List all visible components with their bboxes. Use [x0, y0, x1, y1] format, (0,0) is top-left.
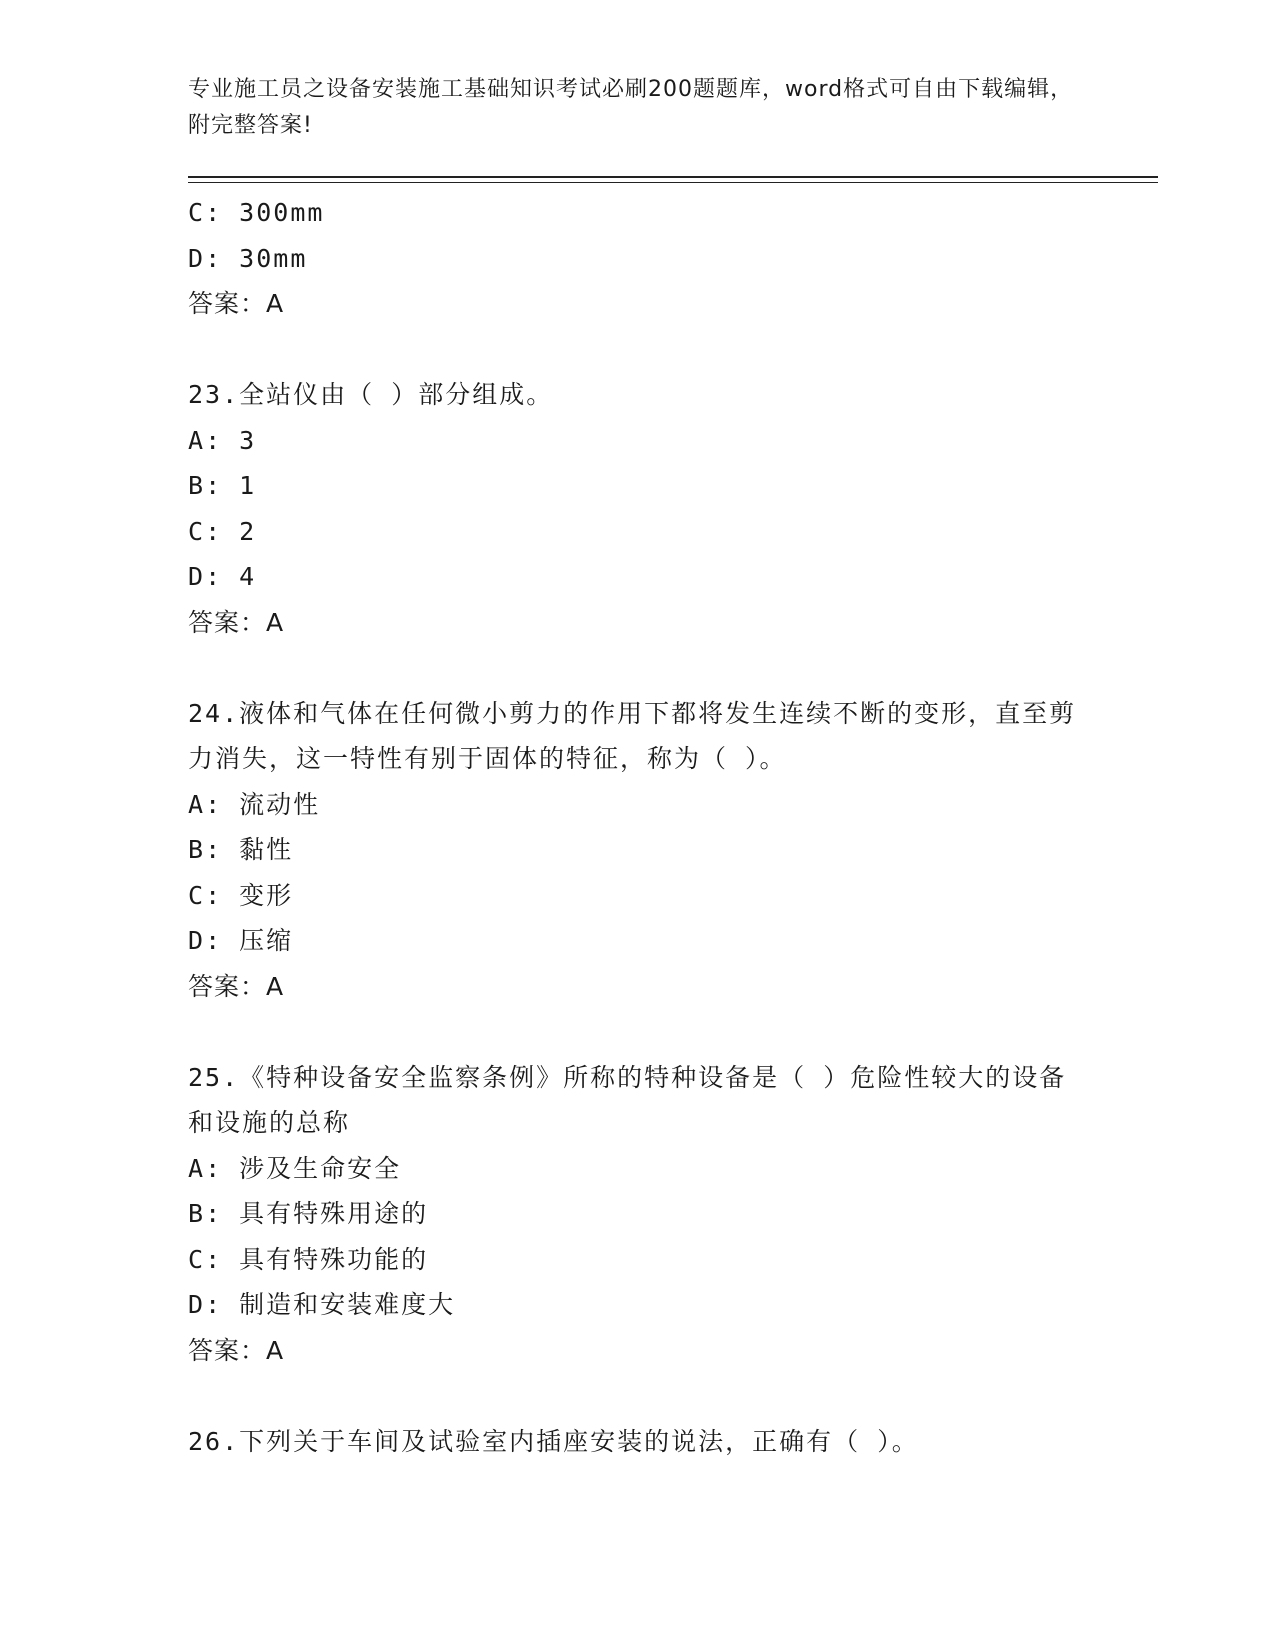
option-label: A: [188, 425, 206, 455]
option-b: B: 1: [188, 471, 257, 500]
option-text: 涉及生命安全: [239, 1153, 402, 1183]
option-text: 黏性: [239, 835, 294, 864]
option-b: B: 具有特殊用途的: [188, 1199, 429, 1228]
option-c: C: 具有特殊功能的: [188, 1244, 429, 1274]
question-stem: 25.《特种设备安全监察条例》所称的特种设备是（ ）危险性较大的设备和设施的总称: [188, 1062, 1067, 1137]
answer-line: 答案：A: [188, 607, 285, 637]
answer-line: 答案：A: [188, 1335, 285, 1365]
option-text: 3: [239, 425, 257, 455]
option-label: B: [188, 471, 206, 500]
option-d: D: 压缩: [188, 926, 294, 955]
question-25: [188, 1055, 1088, 1374]
option-text: 具有特殊用途的: [239, 1199, 429, 1228]
option-c: C: 2: [188, 516, 257, 546]
option-text: 流动性: [239, 789, 321, 819]
option-label: D: [188, 926, 206, 955]
option-label: D: [188, 243, 206, 273]
spacer: [188, 327, 1088, 373]
question-26: [188, 1419, 1088, 1465]
option-text: 制造和安装难度大: [239, 1290, 456, 1319]
document-header: [188, 72, 1088, 144]
option-c: C: 300mm: [188, 198, 325, 227]
question-23: [188, 372, 1088, 645]
option-a: A: 流动性: [188, 789, 321, 819]
option-text: 2: [239, 516, 257, 546]
option-text: 具有特殊功能的: [239, 1244, 429, 1274]
option-a: A: 涉及生命安全: [188, 1153, 402, 1183]
spacer: [188, 645, 1088, 691]
option-a: A: 3: [188, 425, 257, 455]
option-text: 变形: [239, 880, 294, 910]
option-label: D: [188, 1290, 206, 1319]
document-title: 专业施工员之设备安装施工基础知识考试必刷200题题库，word格式可自由下载编辑，附完整答案!: [188, 77, 1074, 138]
question-stem: 26.下列关于车间及试验室内插座安装的说法，正确有（ ）。: [188, 1426, 919, 1456]
option-label: C: [188, 1244, 206, 1274]
option-d: D: 制造和安装难度大: [188, 1290, 456, 1319]
option-d: D: 30mm: [188, 243, 308, 273]
question-24: [188, 691, 1088, 1010]
option-label: C: [188, 880, 206, 910]
option-label: A: [188, 789, 206, 819]
question-stem: 24.液体和气体在任何微小剪力的作用下都将发生连续不断的变形，直至剪力消失，这一特性有别于固体的特征，称为（ ）。: [188, 698, 1077, 773]
option-text: 300mm: [239, 198, 325, 227]
option-label: C: [188, 516, 206, 546]
header-rule-thin: [188, 182, 1158, 183]
answer-line: 答案：A: [188, 971, 285, 1001]
option-text: 4: [239, 562, 257, 591]
option-text: 1: [239, 471, 257, 500]
option-b: B: 黏性: [188, 835, 294, 864]
spacer: [188, 1373, 1088, 1419]
option-d: D: 4: [188, 562, 257, 591]
option-label: C: [188, 198, 206, 227]
question-22-continuation: [188, 190, 1088, 327]
option-label: B: [188, 1199, 206, 1228]
spacer: [188, 1009, 1088, 1055]
option-label: A: [188, 1153, 206, 1183]
option-label: D: [188, 562, 206, 591]
option-text: 30mm: [239, 243, 308, 273]
option-text: 压缩: [239, 926, 294, 955]
header-rule-thick: [188, 176, 1158, 178]
option-label: B: [188, 835, 206, 864]
question-list: [188, 190, 1088, 1464]
option-c: C: 变形: [188, 880, 294, 910]
question-stem: 23.全站仪由（ ）部分组成。: [188, 380, 554, 409]
answer-line: 答案：A: [188, 289, 285, 318]
